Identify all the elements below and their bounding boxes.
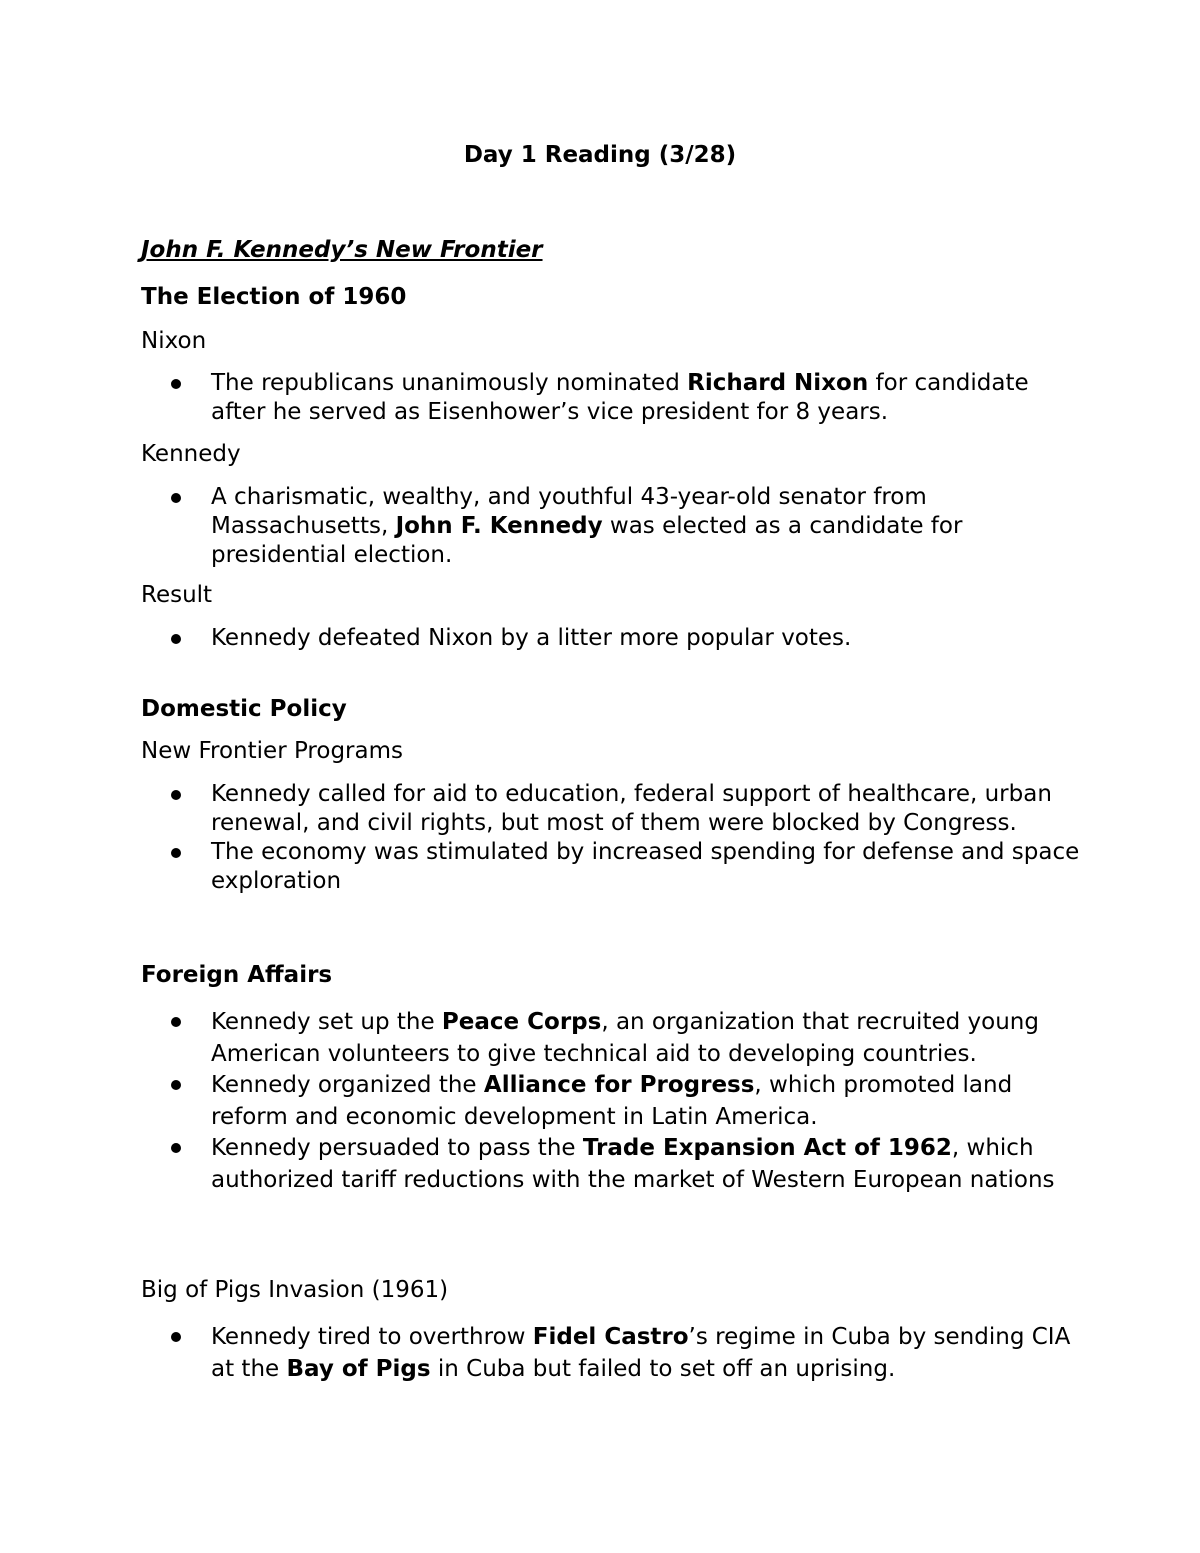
list-item: A charismatic, wealthy, and youthful 43-year-old senator from Massachusetts, John F. Kennedy was elected as a candidate for presidential election. [141, 483, 1081, 570]
result-label: Result [141, 582, 213, 608]
bullet-icon [171, 1080, 181, 1090]
bullet-icon [171, 1143, 181, 1153]
list-item: Kennedy organized the Alliance for Progress, which promoted land reform and economic development in Latin America. [141, 1070, 1081, 1133]
list-item: Kennedy set up the Peace Corps, an organization that recruited young American volunteers to give technical aid to developing countries. [141, 1007, 1081, 1070]
section-subtitle: John F. Kennedy’s New Frontier [141, 237, 543, 263]
page-title: Day 1 Reading (3/28) [463, 142, 737, 168]
programs-label: New Frontier Programs [141, 738, 403, 764]
kennedy-label: Kennedy [141, 441, 241, 467]
foreign-list [141, 1007, 1081, 1196]
list-item: Kennedy called for aid to education, federal support of healthcare, urban renewal, and civil rights, but most of them were blocked by Congress. [141, 780, 1081, 838]
kennedy-list [141, 483, 1081, 570]
bullet-icon [171, 493, 181, 503]
list-item: Kennedy tired to overthrow Fidel Castro’s regime in Cuba by sending CIA at the Bay of Pigs in Cuba but failed to set off an uprising. [141, 1322, 1081, 1385]
pigs-label: Big of Pigs Invasion (1961) [141, 1277, 449, 1303]
domestic-list [141, 780, 1081, 896]
list-item: Kennedy defeated Nixon by a litter more popular votes. [141, 624, 1081, 653]
nixon-list [141, 369, 1081, 427]
election-heading: The Election of 1960 [141, 284, 407, 310]
domestic-heading: Domestic Policy [141, 696, 347, 722]
list-item: Kennedy persuaded to pass the Trade Expansion Act of 1962, which authorized tariff reductions with the market of Western European nations [141, 1133, 1081, 1196]
list-item: The republicans unanimously nominated Richard Nixon for candidate after he served as Eisenhower’s vice president for 8 years. [141, 369, 1081, 427]
list-item: The economy was stimulated by increased spending for defense and space exploration [141, 838, 1081, 896]
bullet-icon [171, 379, 181, 389]
nixon-label: Nixon [141, 328, 207, 354]
bullet-icon [171, 1332, 181, 1342]
bullet-icon [171, 1017, 181, 1027]
bullet-icon [171, 634, 181, 644]
pigs-list [141, 1322, 1081, 1385]
result-list [141, 624, 1081, 653]
foreign-heading: Foreign Affairs [141, 962, 333, 988]
bullet-icon [171, 790, 181, 800]
bullet-icon [171, 848, 181, 858]
